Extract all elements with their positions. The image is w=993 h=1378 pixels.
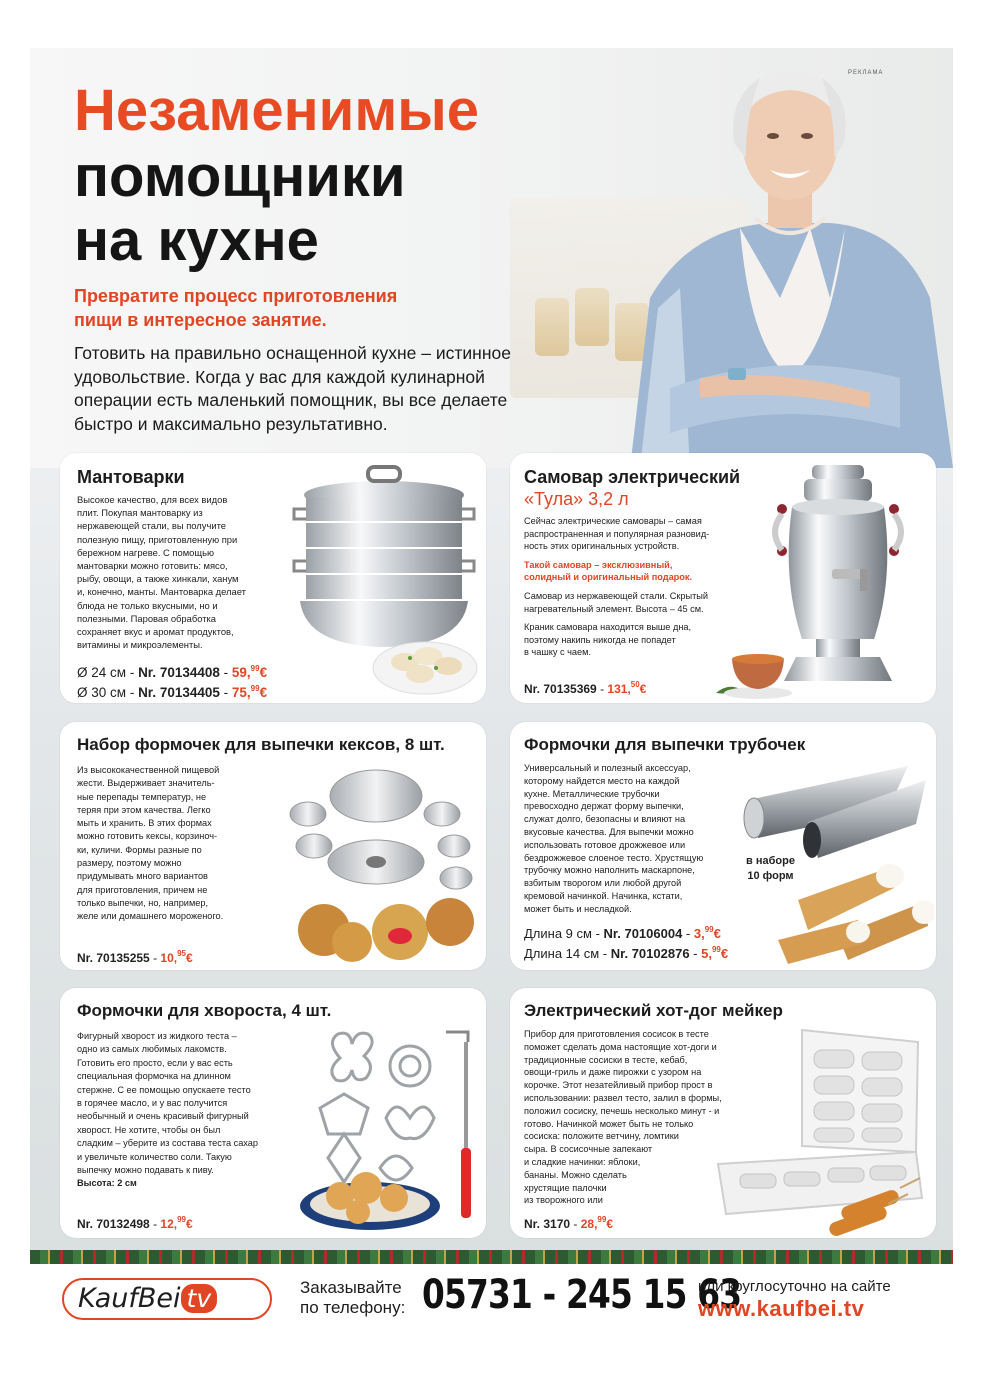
price-row-24cm: Ø 24 см - Nr. 70134408 - 59,99€ <box>77 664 268 680</box>
description-line: вкусовые качества. Для выпечки можно <box>524 826 694 837</box>
product-card-mantovarki[interactable] <box>60 453 486 703</box>
description-line: готово. Начинкой может быть не только <box>524 1118 694 1129</box>
size-label: Ø 30 см <box>77 685 127 700</box>
description-line: хрустящие палочки <box>524 1182 607 1193</box>
description-line: теряя при этом качества. Легко <box>77 804 211 815</box>
description-line: Высокое качество, для всех видов <box>77 494 228 505</box>
article-number: Nr. 70135369 <box>524 682 597 696</box>
price: 3,99€ <box>693 925 721 941</box>
description-line: блюда не только вкусными, но и <box>77 599 218 611</box>
description-line: поможет сделать дома настоящие хот-доги и <box>524 1041 717 1052</box>
description-line: для приготовления, причем не <box>77 884 208 895</box>
description-line: кухне. Металлические трубочки <box>524 788 660 799</box>
price-row: Nr. 70135255 - 10,95€ <box>77 949 193 965</box>
tea-cup-image <box>710 641 800 701</box>
headline-line2: помощники <box>74 144 406 209</box>
description-line: распространенная и популярная разновид- <box>524 528 710 539</box>
price: 10,95€ <box>160 949 193 965</box>
intro-line: операции есть маленький помощник, вы все делаете <box>74 390 508 410</box>
description-line: сладким – уберите из состава теста сахар <box>77 1138 259 1149</box>
product-title: Электрический хот-дог мейкер <box>524 1001 783 1020</box>
price-row: Nr. 3170 - 28,99€ <box>524 1215 613 1231</box>
description-line: Фигурный хворост из жидкого теста – <box>77 1031 237 1041</box>
description-line: использовании: развел тесто, залил в формы, <box>524 1092 722 1103</box>
length-label: Длина 14 см <box>524 946 600 961</box>
product-description <box>524 762 739 916</box>
product-description <box>77 764 267 924</box>
article-number: Nr. 3170 <box>524 1217 571 1231</box>
price-row-14cm: Длина 14 см - Nr. 70102876 - 5,99€ <box>524 945 729 961</box>
product-title: Формочки для хвороста, 4 шт. <box>77 1001 332 1020</box>
description-line: ность этих оригинальных устройств. <box>524 541 680 552</box>
description-line: Такой самовар – эксклюзивный, <box>524 559 673 570</box>
intro-line: удовольствие. Когда у вас для каждой кулинарной <box>74 366 485 387</box>
description-line: Краник самовара находится выше дна, <box>524 622 692 633</box>
article-number: Nr. 70135255 <box>77 951 150 965</box>
description-line: размеру, поэтому можно <box>77 858 182 869</box>
description-line: ные перепады температур, не <box>77 791 207 802</box>
product-card-rosette-molds[interactable] <box>60 988 486 1238</box>
description-line: трубочку можно наполнить маскарпоне, <box>524 865 695 876</box>
intro-line: быстро и максимально результативно. <box>74 413 388 434</box>
manty-dish-image <box>370 628 480 698</box>
size-label: Ø 24 см <box>77 665 127 680</box>
description-line: плит. Покупая мантоварку из <box>77 507 203 519</box>
subheadline-line: пищи в интересное занятие. <box>74 310 327 330</box>
price-row-9cm: Длина 9 см - Nr. 70106004 - 3,99€ <box>524 925 721 941</box>
description-line: Универсальный и полезный аксессуар, <box>524 763 691 773</box>
description-line: и увеличьте количество соли. Такую <box>77 1151 232 1162</box>
description-line: специальная формочка на длинном <box>77 1071 231 1082</box>
article-number: Nr. 70134405 <box>138 685 220 700</box>
description-line: служат долго, безопасны и влияют на <box>524 814 686 825</box>
description-line: овощи-гриль и даже пирожки с узором на <box>524 1067 702 1078</box>
description-line: традиционные сосиски в тесте, кебаб, <box>524 1054 688 1065</box>
price: 28,99€ <box>580 1215 613 1231</box>
muffin-molds-image <box>264 762 482 966</box>
description-line: сохраняет вкус и аромат продуктов, <box>77 626 234 638</box>
subheadline-line: Превратите процесс приготовления <box>74 286 398 306</box>
headline-line3: на кухне <box>74 208 319 273</box>
description-line: использовать готовое дрожжевое или <box>524 839 686 850</box>
rosette-molds-image <box>300 1028 484 1236</box>
description-line: из творожного или <box>524 1195 603 1206</box>
christmas-garland <box>30 1250 953 1264</box>
product-description <box>77 1030 297 1191</box>
description-line: мантоварки можно готовить: мясо, <box>77 560 228 572</box>
description-line: Из высококачественной пищевой <box>77 765 220 775</box>
price: 59,99€ <box>231 664 268 680</box>
jar-image <box>575 288 609 346</box>
description-line: стержне. С ее помощью опускаете тесто <box>77 1084 251 1095</box>
title-line: «Тула» 3,2 л <box>524 489 629 509</box>
subheadline <box>74 284 514 332</box>
description-line: полезную пищу, приготовленную при <box>77 533 238 545</box>
description-line: сосиска: положите ветчину, ломтики <box>524 1131 679 1142</box>
description-line: выпечку можно подавать к пиву. <box>77 1165 214 1176</box>
description-line: Самовар из нержавеющей стали. Скрытый <box>524 590 709 601</box>
description-line: можно готовить кексы, корзиноч- <box>77 831 218 842</box>
article-number: Nr. 70134408 <box>138 665 220 680</box>
description-line: бережном нагреве. С помощью <box>77 546 215 558</box>
description-line: бананы. Можно сделать <box>524 1169 627 1180</box>
description-line: сыра. В сосисочные запекают <box>524 1144 653 1155</box>
description-line: нагревательный элемент. Высота – 45 см. <box>524 603 704 614</box>
around-clock-label: или круглосуточно на сайте <box>698 1278 891 1295</box>
price: 131,50€ <box>607 680 647 696</box>
phone-number[interactable]: 05731 - 245 15 63 <box>422 1272 742 1318</box>
set-badge: в наборе 10 форм <box>746 855 795 882</box>
description-line: поэтому накипь никогда не попадет <box>524 634 676 645</box>
intro-line: Готовить на правильно оснащенной кухне – истинное <box>74 343 511 363</box>
description-line: корочке. Этот незатейливый прибор прост в <box>524 1080 713 1091</box>
description-line: витамины и микроэлементы. <box>77 639 203 651</box>
title-line: Самовар электрический <box>524 467 741 487</box>
description-line: в чашку с чаем. <box>524 647 591 658</box>
price-row-30cm: Ø 30 см - Nr. 70134405 - 75,99€ <box>77 684 268 700</box>
price-row: Nr. 70132498 - 12,99€ <box>77 1215 193 1231</box>
hotdog-maker-image <box>710 1028 934 1236</box>
description-line: которому найдется место на каждой <box>524 775 680 786</box>
order-by-phone-label: Заказывайте по телефону: <box>300 1278 406 1317</box>
description-line: необычный и очень красивый фигурный <box>77 1111 249 1122</box>
description-line: в горячее масло, и у вас получится <box>77 1098 228 1109</box>
website-link[interactable]: www.kaufbei.tv <box>698 1296 865 1321</box>
description-line: Сейчас электрические самовары – самая <box>524 516 702 526</box>
product-description <box>77 493 287 651</box>
description-line: взбитым творогом или любой другой <box>524 878 682 889</box>
description-line: хворост. Не хотите, чтобы он был <box>77 1124 221 1135</box>
description-line: рыбу, овощи, а также хинкали, ханум <box>77 573 239 585</box>
article-number: Nr. 70132498 <box>77 1217 150 1231</box>
height-label: Высота: 2 см <box>77 1178 137 1189</box>
kaufbei-logo[interactable]: KaufBei tv <box>62 1278 272 1320</box>
price: 5,99€ <box>701 945 729 961</box>
description-line: солидный и оригинальный подарок. <box>524 572 693 583</box>
description-line: нержавеющей стали, вы получите <box>77 520 226 532</box>
description-line: может быть и несладкой. <box>524 903 632 914</box>
length-label: Длина 9 см <box>524 926 592 941</box>
description-line: и сладкие начинки: яблоки, <box>524 1156 641 1167</box>
description-line: полезными. Паровая обработка <box>77 612 217 624</box>
ad-mark: РЕКЛАМА <box>848 70 884 76</box>
price-row: Nr. 70135369 - 131,50€ <box>524 680 647 696</box>
headline-line1: Незаменимые <box>74 78 480 143</box>
article-number: Nr. 70102876 <box>610 946 690 961</box>
description-line: только выпечки, но, например, <box>77 897 209 908</box>
product-title: Набор формочек для выпечки кексов, 8 шт. <box>77 735 445 754</box>
ad-sheet <box>30 48 953 1338</box>
product-title <box>524 466 740 510</box>
description-line: Прибор для приготовления сосисок в тесте <box>524 1029 709 1039</box>
steamer-pot-image <box>286 461 482 651</box>
description-line: одно из самых любимых лакомств. <box>77 1044 227 1055</box>
product-title: Мантоварки <box>77 467 185 487</box>
description-line: мыть и хранить. В этих формах <box>77 818 212 829</box>
description-line: придумывать много вариантов <box>77 871 208 882</box>
description-line: Готовить его просто, если у вас есть <box>77 1057 233 1068</box>
woman-photo <box>630 48 953 468</box>
description-line: желе или домашнего мороженого. <box>77 911 224 922</box>
product-title: Формочки для выпечки трубочек <box>524 735 806 754</box>
price: 75,99€ <box>231 684 268 700</box>
price: 12,99€ <box>160 1215 193 1231</box>
product-card-muffin-molds[interactable] <box>60 722 486 970</box>
description-line: превосходно держат форму выпечки, <box>524 801 684 812</box>
description-line: и, конечно, манты. Мантоварка делает <box>77 586 246 598</box>
description-line: положил сосиску, печешь несколько минут - и <box>524 1105 720 1116</box>
product-card-samovar[interactable] <box>510 453 936 703</box>
article-number: Nr. 70106004 <box>603 926 683 941</box>
description-line: жести. Выдерживает значитель- <box>77 778 215 789</box>
description-line: ки, куличи. Формы разные по <box>77 844 202 855</box>
intro-text <box>74 342 594 436</box>
description-line: кремовой начинкой. Начинка, кстати, <box>524 890 683 901</box>
product-card-hotdog-maker[interactable] <box>510 988 936 1238</box>
product-card-cone-molds[interactable] <box>510 722 936 970</box>
description-line: бездрожжевое слоеное тесто. Хрустящую <box>524 852 704 863</box>
